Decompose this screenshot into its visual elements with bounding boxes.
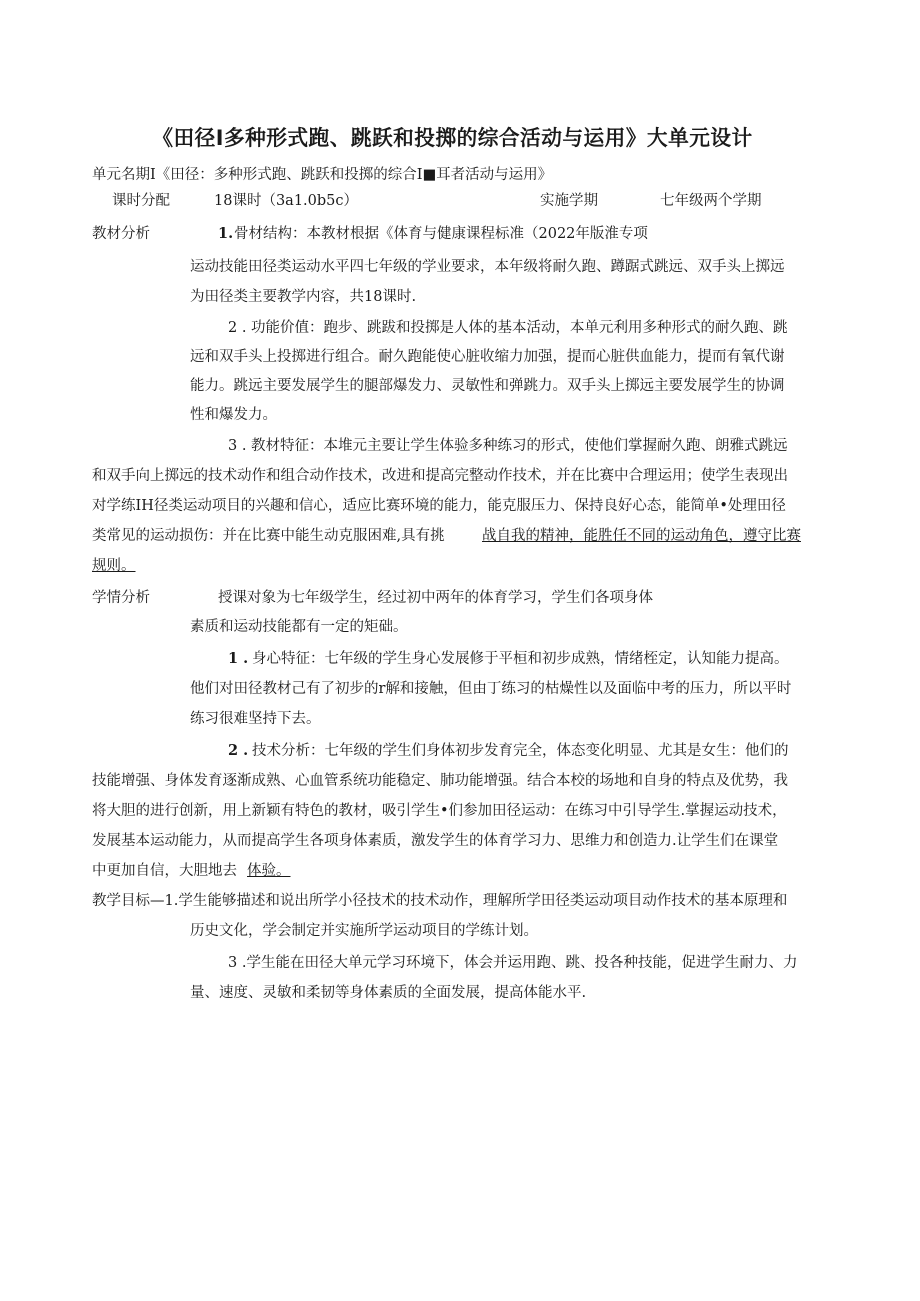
student-analysis-label: 学情分析	[92, 590, 150, 606]
material-p2-line: 性和爆发力。	[190, 407, 277, 423]
student-intro-line: 授课对象为七年级学生，经过初中两年的体育学习，学生们各项身体	[218, 590, 653, 606]
student-p2-number: 2 .	[228, 742, 249, 759]
student-p1-line: 他们对田径教材己有了初步的r解和接触，但由丁练习的枯燥性以及面临中考的压力，所以平时	[190, 681, 792, 697]
material-p3-line: 类常见的运动损伤：并在比赛中能生动克服困难,具有挑	[92, 528, 445, 544]
goals-p3-line: 量、速度、灵敏和柔韧等身体素质的全面发展，提高体能水平.	[190, 985, 587, 1001]
student-p2-line: 发展基本运动能力，从而提高学生各项身体素质，激发学生的体育学习力、思维力和创造力.让学生们在课堂	[92, 833, 779, 849]
material-p1-line: 运动技能田径类运动水平四七年级的学业要求，本年级将耐久跑、蹲踞式跳远、双手头上掷远	[190, 259, 785, 275]
term-label: 实施学期	[540, 193, 598, 209]
student-p2-underlined: 体验。	[247, 863, 291, 879]
page-title: 《田径I多种形式跑、跳跃和投掷的综合活动与运用》大单元设计	[152, 126, 753, 150]
student-p1-line: 身心特征：七年级的学生身心发展修于平桓和初步成熟，情绪桎定，认知能力提高。	[252, 651, 789, 667]
material-analysis-label: 教材分析	[92, 226, 150, 242]
term-value: 七年级两个学期	[660, 193, 762, 209]
material-p2-line: 2 . 功能价值：跑步、跳跋和投掷是人体的基本活动，本单元利用多种形式的耐久跑、跳	[228, 320, 788, 336]
hours-label: 课时分配	[112, 193, 170, 209]
student-p1-number: 1 .	[228, 650, 249, 667]
student-p2-line: 将大胆的进行创新，用上新颖有特色的教材，吸引学生•们参加田径运动：在练习中引导学生.掌握运动技术，	[92, 803, 787, 819]
material-p3-last: 规则。	[92, 558, 136, 574]
student-p2-line: 技术分析：七年级的学生们身体初步发育完全，体态变化明显、尤其是女生：他们的	[252, 743, 789, 759]
material-p1-number: 1.	[218, 225, 234, 242]
material-p2-line: 远和双手头上投掷进行组合。耐久跑能使心脏收缩力加强，提而心脏供血能力，提而有氧代谢	[190, 349, 785, 365]
student-intro-line: 素质和运动技能都有一定的矩础。	[190, 619, 408, 635]
material-p3-underlined: 战自我的精神，能胜任不同的运动角色，遵守比赛	[482, 528, 801, 544]
material-p3-line: 3 . 教材特征：本堆元主要让学生体验多种练习的形式，使他们掌握耐久跑、朗雅式跳远	[228, 438, 788, 454]
goals-line: 历史文化，学会制定并实施所学运动项目的学练计划。	[190, 923, 538, 939]
goals-p3-line: 3 .学生能在田径大单元学习环境下，体会并运用跑、跳、投各种技能，促进学生耐力、力	[228, 955, 798, 971]
material-p1-line: 骨材结构：本教材根据《体育与健康课程标准（2022年版淮专项	[234, 226, 648, 242]
material-p1-line: 为田径类主要教学内容，共18课时.	[190, 289, 417, 305]
goals-line: 教学目标—1.学生能够描述和说出所学小径技术的技术动作，理解所学田径类运动项目动作技术的基本原理和	[92, 893, 788, 909]
material-p3-line: 和双手向上掷远的技术动作和组合动作技术，改进和提高完整动作技术，并在比赛中合理运用；使学生表现出	[92, 468, 788, 484]
student-p2-line: 中更加自信，大胆地去	[92, 863, 237, 879]
unit-name-line: 单元名期I《田径：多种形式跑、跳跃和投掷的综合I■耳者活动与运用》	[92, 167, 553, 183]
material-p3-line: 对学练IH径类运动项目的兴趣和信心，适应比赛环境的能力，能克服压力、保持良好心态，能简单•处理田径	[92, 498, 786, 514]
material-p2-line: 能力。跳远主要发展学生的腿部爆发力、灵敏性和弹跳力。双手头上掷远主要发展学生的协调	[190, 378, 785, 394]
student-p2-line: 技能增强、身体发育逐渐成熟、心血管系统功能稳定、肺功能增强。结合本校的场地和自身的特点及优势，我	[92, 773, 788, 789]
hours-value: 18课时（3a1.0b5c）	[214, 193, 359, 209]
student-p1-line: 练习很难坚持下去。	[190, 711, 321, 727]
